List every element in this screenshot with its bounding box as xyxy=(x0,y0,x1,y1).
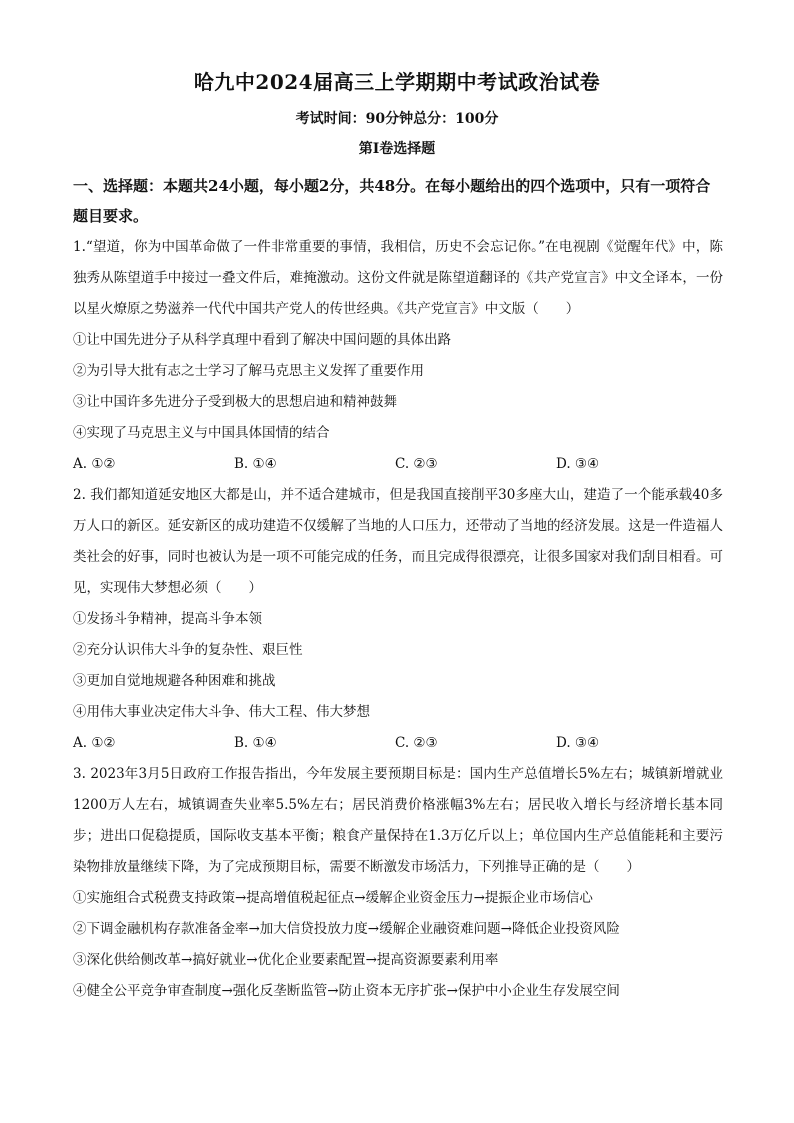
statement: ②充分认识伟大斗争的复杂性、艰巨性 xyxy=(73,642,303,658)
question-2 xyxy=(73,480,723,759)
statement: ④用伟大事业决定伟大斗争、伟大工程、伟大梦想 xyxy=(73,704,370,720)
question-stem: 3. 2023年3月5日政府工作报告指出，今年发展主要预期目标是：国内生产总值增长5%左右；城镇新增就业1200万人左右，城镇调查失业率5.5%左右；居民消费价格涨幅3%左右；居民收入增长与经济增长基本同步；进出口促稳提质，国际收支基本平衡；粮食产量保持在1.3万亿斤以上；单位国内生产总值能耗和主要污染物排放量继续下降，为了完成预期目标，需要不断激发市场活力，下列推导正确的是（ ） xyxy=(73,766,723,875)
statement: ③让中国许多先进分子受到极大的思想启迪和精神鼓舞 xyxy=(73,394,397,410)
statement: ④实现了马克思主义与中国具体国情的结合 xyxy=(73,425,330,441)
section-heading: 一、选择题：本题共24小题，每小题2分，共48分。在每小题给出的四个选项中，只有一项符合题目要求。 xyxy=(73,177,711,225)
option-c: C. ②③ xyxy=(395,735,438,751)
option-b: B. ①④ xyxy=(234,456,277,472)
question-stem: 1.“望道，你为中国革命做了一件非常重要的事情，我相信，历史不会忘记你。”在电视剧《觉醒年代》中，陈独秀从陈望道手中接过一叠文件后，难掩激动。这份文件就是陈望道翻译的《共产党宣言》中文全译本，一份以星火燎原之势滋养一代代中国共产党人的传世经典。《共产党宣言》中文版（ ） xyxy=(73,239,723,317)
statement: ③深化供给侧改革→搞好就业→优化企业要素配置→提高资源要素利用率 xyxy=(73,952,499,968)
answer-options xyxy=(73,449,723,480)
option-a: A. ①② xyxy=(73,735,116,751)
option-b: B. ①④ xyxy=(234,735,277,751)
statement: ②为引导大批有志之士学习了解马克思主义发挥了重要作用 xyxy=(73,363,424,379)
option-a: A. ①② xyxy=(73,456,116,472)
statement: ①发扬斗争精神，提高斗争本领 xyxy=(73,611,262,627)
statement: ④健全公平竞争审查制度→强化反垄断监管→防止资本无序扩张→保护中小企业生存发展空间 xyxy=(73,983,620,999)
statement: ③更加自觉地规避各种困难和挑战 xyxy=(73,673,276,689)
statement: ②下调金融机构存款准备金率→加大信贷投放力度→缓解企业融资难问题→降低企业投资风险 xyxy=(73,921,620,937)
statement: ①实施组合式税费支持政策→提高增值税起征点→缓解企业资金压力→提振企业市场信心 xyxy=(73,890,593,906)
question-1 xyxy=(73,232,723,480)
statement: ①让中国先进分子从科学真理中看到了解决中国问题的具体出路 xyxy=(73,332,451,348)
question-stem: 2. 我们都知道延安地区大都是山，并不适合建城市，但是我国直接削平30多座大山，建造了一个能承载40多万人口的新区。延安新区的成功建造不仅缓解了当地的人口压力，还带动了当地的经济发展。这是一件造福人类社会的好事，同时也被认为是一项不可能完成的任务，而且完成得很漂亮，让很多国家对我们刮目相看。可见，实现伟大梦想必须（ ） xyxy=(73,487,723,596)
option-d: D. ③④ xyxy=(556,456,600,472)
volume-title: 第Ⅰ卷选择题 xyxy=(358,141,436,157)
exam-title: 哈九中2024届高三上学期期中考试政治试卷 xyxy=(193,70,601,94)
exam-info: 考试时间：90分钟总分：100分 xyxy=(295,111,499,127)
option-d: D. ③④ xyxy=(556,735,600,751)
question-list xyxy=(73,232,723,1007)
answer-options xyxy=(73,728,723,759)
option-c: C. ②③ xyxy=(395,456,438,472)
question-3 xyxy=(73,759,723,1007)
